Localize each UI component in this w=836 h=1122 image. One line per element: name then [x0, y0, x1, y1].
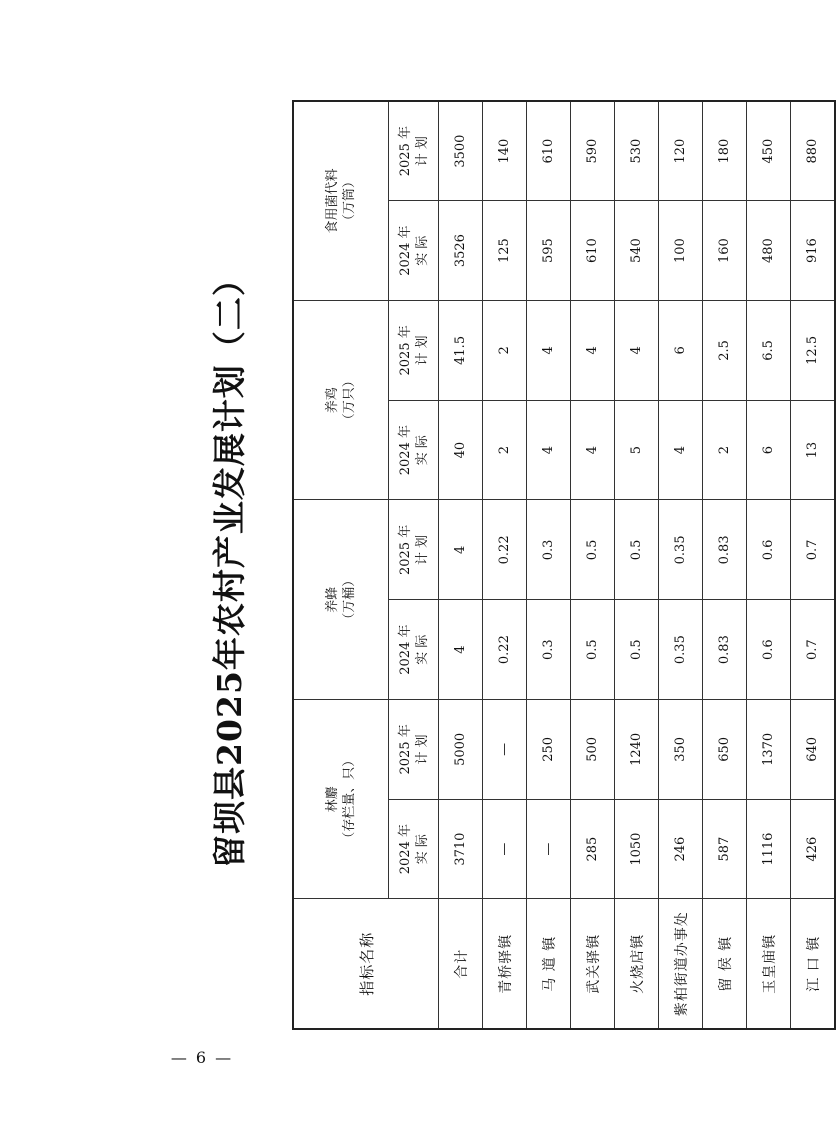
table-row	[439, 101, 483, 1029]
row-name-cell: 留 侯 镇	[703, 899, 747, 1029]
value-cell: 500	[571, 700, 615, 800]
row-name-cell: 合计	[439, 899, 483, 1029]
value-cell: 0.5	[615, 500, 659, 600]
table-row	[791, 101, 836, 1029]
group-header-chicken	[293, 301, 389, 501]
subheader-year: 2024 年	[397, 425, 413, 476]
subheader-kind: 计 划	[414, 136, 430, 167]
value-cell: 0.3	[527, 600, 571, 700]
subheader-kind: 计 划	[414, 534, 430, 565]
subheader-2024-actual	[389, 400, 439, 500]
value-cell: 40	[439, 400, 483, 500]
subheader-year: 2025 年	[397, 524, 413, 575]
value-cell: 6	[659, 301, 703, 401]
subheader-year: 2025 年	[397, 126, 413, 177]
row-name-cell: 武关驿镇	[571, 899, 615, 1029]
subheader-year: 2025 年	[397, 724, 413, 775]
value-cell: 916	[791, 201, 836, 301]
value-cell: 3500	[439, 101, 483, 201]
value-cell: 1116	[747, 799, 791, 899]
value-cell: 2	[483, 301, 527, 401]
value-cell: 0.35	[659, 600, 703, 700]
value-cell: 650	[703, 700, 747, 800]
value-cell: 5	[615, 400, 659, 500]
subheader-kind: 实 际	[414, 834, 430, 865]
value-cell: 0.83	[703, 600, 747, 700]
value-cell: —	[483, 700, 527, 800]
value-cell: 480	[747, 201, 791, 301]
value-cell: 100	[659, 201, 703, 301]
value-cell: 640	[791, 700, 836, 800]
row-name-cell: 马 道 镇	[527, 899, 571, 1029]
subheader-kind: 计 划	[414, 734, 430, 765]
value-cell: 2	[703, 400, 747, 500]
value-cell: 0.5	[571, 500, 615, 600]
subheader-row	[389, 101, 439, 1029]
table-row	[703, 101, 747, 1029]
page-number: — 6 —	[170, 1048, 234, 1067]
value-cell: 2	[483, 400, 527, 500]
group-name: 养鸡	[325, 387, 340, 414]
value-cell: 1240	[615, 700, 659, 800]
value-cell: 1050	[615, 799, 659, 899]
value-cell: 5000	[439, 700, 483, 800]
table-row	[571, 101, 615, 1029]
value-cell: 4	[439, 600, 483, 700]
subheader-2025-plan	[389, 700, 439, 800]
value-cell: 285	[571, 799, 615, 899]
group-name: 养蜂	[325, 586, 340, 613]
value-cell: 4	[615, 301, 659, 401]
group-unit: （万筒）	[342, 175, 357, 228]
value-cell: 246	[659, 799, 703, 899]
data-table	[292, 100, 836, 1030]
value-cell: 610	[527, 101, 571, 201]
value-cell: 4	[527, 400, 571, 500]
value-cell: —	[527, 799, 571, 899]
value-cell: 13	[791, 400, 836, 500]
value-cell: 0.35	[659, 500, 703, 600]
value-cell: 540	[615, 201, 659, 301]
value-cell: 0.6	[747, 500, 791, 600]
value-cell: 6.5	[747, 301, 791, 401]
group-unit: （万桶）	[342, 573, 357, 626]
group-header-musk-deer	[293, 700, 389, 900]
value-cell: 350	[659, 700, 703, 800]
value-cell: 250	[527, 700, 571, 800]
table-row	[527, 101, 571, 1029]
value-cell: 0.83	[703, 500, 747, 600]
subheader-kind: 实 际	[414, 634, 430, 665]
row-name-cell: 青桥驿镇	[483, 899, 527, 1029]
row-name-cell: 火烧店镇	[615, 899, 659, 1029]
value-cell: 610	[571, 201, 615, 301]
value-cell: —	[483, 799, 527, 899]
value-cell: 590	[571, 101, 615, 201]
subheader-2024-actual	[389, 600, 439, 700]
value-cell: 0.5	[615, 600, 659, 700]
value-cell: 3710	[439, 799, 483, 899]
value-cell: 41.5	[439, 301, 483, 401]
subheader-2024-actual	[389, 799, 439, 899]
value-cell: 3526	[439, 201, 483, 301]
table-row	[483, 101, 527, 1029]
value-cell: 0.5	[571, 600, 615, 700]
group-name: 食用菌代料	[325, 168, 340, 234]
value-cell: 4	[659, 400, 703, 500]
value-cell: 0.22	[483, 500, 527, 600]
value-cell: 120	[659, 101, 703, 201]
group-header-beekeeping	[293, 500, 389, 700]
value-cell: 0.22	[483, 600, 527, 700]
group-unit: （万只）	[342, 374, 357, 427]
value-cell: 0.3	[527, 500, 571, 600]
subheader-year: 2024 年	[397, 824, 413, 875]
value-cell: 4	[439, 500, 483, 600]
value-cell: 1370	[747, 700, 791, 800]
value-cell: 0.6	[747, 600, 791, 700]
value-cell: 595	[527, 201, 571, 301]
value-cell: 125	[483, 201, 527, 301]
value-cell: 426	[791, 799, 836, 899]
value-cell: 4	[571, 301, 615, 401]
subheader-year: 2025 年	[397, 325, 413, 376]
subheader-kind: 实 际	[414, 435, 430, 466]
subheader-2025-plan	[389, 301, 439, 401]
value-cell: 6	[747, 400, 791, 500]
value-cell: 4	[527, 301, 571, 401]
subheader-year: 2024 年	[397, 225, 413, 276]
value-cell: 587	[703, 799, 747, 899]
value-cell: 2.5	[703, 301, 747, 401]
subheader-kind: 计 划	[414, 335, 430, 366]
group-name: 林麝	[325, 786, 340, 813]
value-cell: 4	[571, 400, 615, 500]
value-cell: 180	[703, 101, 747, 201]
index-header: 指标名称	[293, 899, 439, 1029]
row-name-cell: 紫柏街道办事处	[659, 899, 703, 1029]
subheader-year: 2024 年	[397, 624, 413, 675]
value-cell: 450	[747, 101, 791, 201]
document-title: 留坝县2025年农村产业发展计划（二）	[210, 262, 249, 868]
value-cell: 880	[791, 101, 836, 201]
rotated-page-content	[202, 100, 822, 1030]
table-row	[747, 101, 791, 1029]
value-cell: 0.7	[791, 600, 836, 700]
value-cell: 140	[483, 101, 527, 201]
subheader-2024-actual	[389, 201, 439, 301]
row-name-cell: 江 口 镇	[791, 899, 836, 1029]
value-cell: 12.5	[791, 301, 836, 401]
table-row	[615, 101, 659, 1029]
value-cell: 530	[615, 101, 659, 201]
group-unit: （存栏量、只）	[342, 753, 357, 845]
table-row	[659, 101, 703, 1029]
subheader-2025-plan	[389, 101, 439, 201]
subheader-kind: 实 际	[414, 235, 430, 266]
value-cell: 160	[703, 201, 747, 301]
group-header-mushroom	[293, 101, 389, 301]
subheader-2025-plan	[389, 500, 439, 600]
value-cell: 0.7	[791, 500, 836, 600]
table-body	[439, 101, 836, 1029]
row-name-cell: 玉皇庙镇	[747, 899, 791, 1029]
